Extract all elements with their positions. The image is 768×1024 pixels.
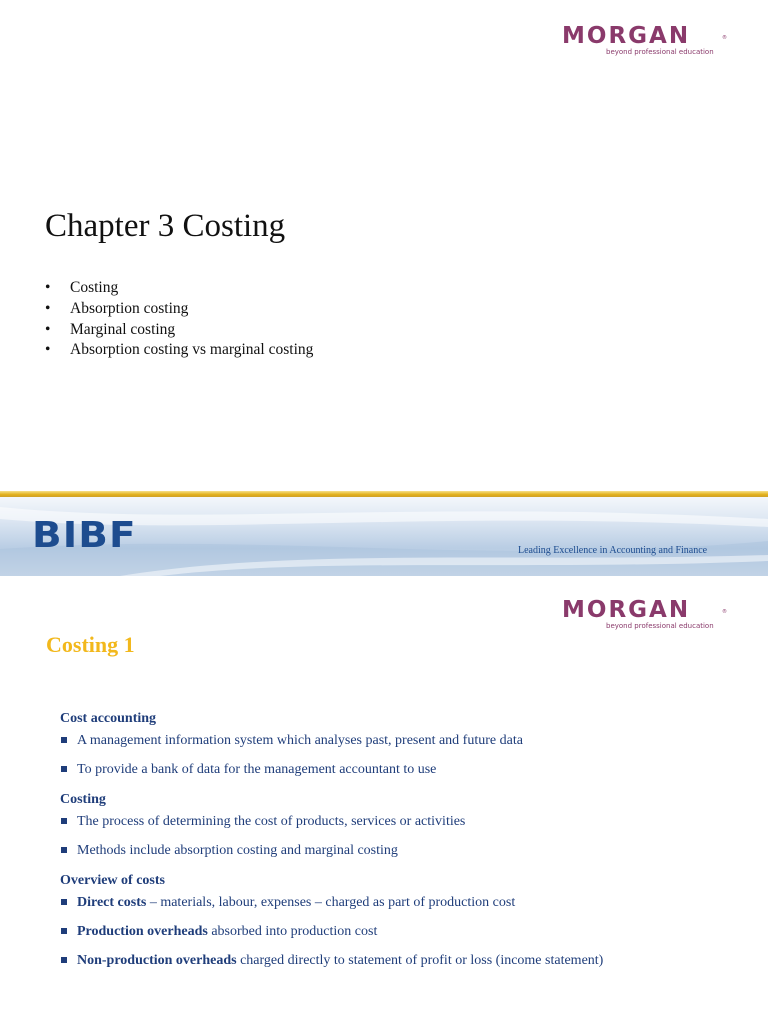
slide-costing-1: [0, 576, 768, 1024]
registered-mark: ®: [722, 609, 727, 615]
topic-item: • Costing: [45, 278, 313, 299]
section-list: [60, 732, 750, 779]
section-overview-of-costs: [60, 872, 750, 970]
list-item: A management information system which analyses past, present and future data: [60, 732, 750, 750]
slide-title: Chapter 3 Costing: [45, 208, 286, 244]
section-title: Cost accounting: [60, 711, 157, 726]
section-list: [60, 813, 750, 860]
bibf-banner: [0, 491, 768, 576]
cost-term: Direct costs: [77, 895, 147, 910]
list-item: [60, 923, 750, 941]
cost-term: Production overheads: [77, 924, 208, 939]
morgan-wordmark: MORGAN: [562, 23, 691, 49]
list-item: Methods include absorption costing and marginal costing: [60, 842, 750, 860]
content-sections: [60, 710, 750, 982]
morgan-logo: [562, 24, 730, 60]
topic-item: • Marginal costing: [45, 320, 313, 341]
morgan-tagline: beyond professional education: [606, 48, 714, 56]
list-item: [60, 952, 750, 970]
banner-background: [0, 497, 768, 576]
list-item: The process of determining the cost of products, services or activities: [60, 813, 750, 831]
bibf-logo: BIBF: [32, 515, 137, 556]
cost-term: Non-production overheads: [77, 953, 237, 968]
registered-mark: ®: [722, 35, 727, 41]
cost-description: absorbed into production cost: [207, 924, 378, 939]
list-item: [60, 894, 750, 912]
topic-item: • Absorption costing vs marginal costing: [45, 340, 313, 361]
morgan-tagline: beyond professional education: [606, 622, 714, 630]
topic-item: • Absorption costing: [45, 299, 313, 320]
morgan-logo: [562, 598, 730, 634]
chapter-topics-list: [45, 278, 313, 361]
section-list: [60, 894, 750, 970]
section-cost-accounting: [60, 710, 750, 779]
cost-description: charged directly to statement of profit or loss (income statement): [236, 953, 604, 968]
list-item: To provide a bank of data for the management accountant to use: [60, 761, 750, 779]
section-costing: [60, 791, 750, 860]
banner-tagline: Leading Excellence in Accounting and Finance: [518, 545, 708, 556]
cost-description: – materials, labour, expenses – charged as part of production cost: [146, 895, 516, 910]
slide-heading: Costing 1: [46, 632, 135, 657]
section-title: Overview of costs: [60, 873, 165, 888]
morgan-wordmark: MORGAN: [562, 597, 691, 623]
section-title: Costing: [60, 792, 106, 807]
